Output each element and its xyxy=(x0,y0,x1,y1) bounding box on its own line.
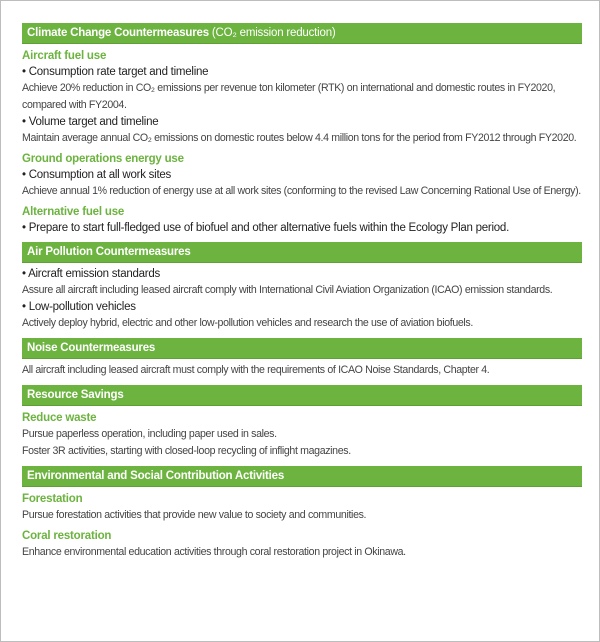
section-body xyxy=(22,266,582,332)
section-environmental-social xyxy=(22,466,582,561)
content xyxy=(22,23,582,567)
subheading: Aircraft fuel use xyxy=(22,50,107,62)
body-text: Assure all aircraft including leased aircraft comply with International Civil Aviation Organization (ICAO) emission standards. xyxy=(22,284,553,296)
subheading: Ground operations energy use xyxy=(22,153,184,165)
bullet-item: • Aircraft emission standards xyxy=(22,268,161,280)
block-coral-restoration xyxy=(22,528,582,561)
bullet-item: • Low-pollution vehicles xyxy=(22,301,136,313)
subheading: Alternative fuel use xyxy=(22,206,125,218)
section-title: Climate Change Countermeasures xyxy=(27,27,209,39)
section-header: Noise Countermeasures xyxy=(22,338,582,359)
body-text: Actively deploy hybrid, electric and other low-pollution vehicles and research the use of aviation biofuels. xyxy=(22,317,473,329)
body-text: Foster 3R activities, starting with closed-loop recycling of inflight magazines. xyxy=(22,445,351,457)
subheading: Reduce waste xyxy=(22,412,97,424)
section-header: Air Pollution Countermeasures xyxy=(22,242,582,263)
subheading: Forestation xyxy=(22,493,83,505)
body-text: Achieve 20% reduction in CO₂ emissions per revenue ton kilometer (RTK) on international and domestic routes in FY2020, compared with FY2004. xyxy=(22,82,556,111)
body-text: All aircraft including leased aircraft must comply with the requirements of ICAO Noise Standards, Chapter 4. xyxy=(22,364,490,376)
section-header: Resource Savings xyxy=(22,385,582,406)
block-reduce-waste xyxy=(22,410,582,460)
section-body xyxy=(22,362,582,379)
bullet-item: • Prepare to start full-fledged use of biofuel and other alternative fuels within the Ecology Plan period. xyxy=(22,222,510,234)
section-resource-savings xyxy=(22,385,582,460)
body-text: Pursue paperless operation, including paper used in sales. xyxy=(22,428,277,440)
block-forestation xyxy=(22,491,582,524)
section-header: Environmental and Social Contribution Activities xyxy=(22,466,582,487)
body-text: Pursue forestation activities that provide new value to society and communities. xyxy=(22,509,367,521)
body-text: Achieve annual 1% reduction of energy use at all work sites (conforming to the revised Law Concerning Rational Use of Energy). xyxy=(22,185,581,197)
body-text: Maintain average annual CO₂ emissions on domestic routes below 4.4 million tons for the period from FY2012 through FY2020. xyxy=(22,132,577,144)
bullet-item: • Volume target and timeline xyxy=(22,116,159,128)
section-noise xyxy=(22,338,582,379)
section-header xyxy=(22,23,582,44)
block-ground-operations xyxy=(22,151,582,200)
section-title-suffix: (CO₂ emission reduction) xyxy=(211,27,336,39)
bullet-item: • Consumption rate target and timeline xyxy=(22,66,209,78)
block-aircraft-fuel-use xyxy=(22,48,582,147)
section-air-pollution xyxy=(22,242,582,332)
block-alternative-fuel xyxy=(22,204,582,236)
bullet-item: • Consumption at all work sites xyxy=(22,169,172,181)
body-text: Enhance environmental education activities through coral restoration project in Okinawa. xyxy=(22,546,406,558)
section-climate-change xyxy=(22,23,582,236)
subheading: Coral restoration xyxy=(22,530,112,542)
